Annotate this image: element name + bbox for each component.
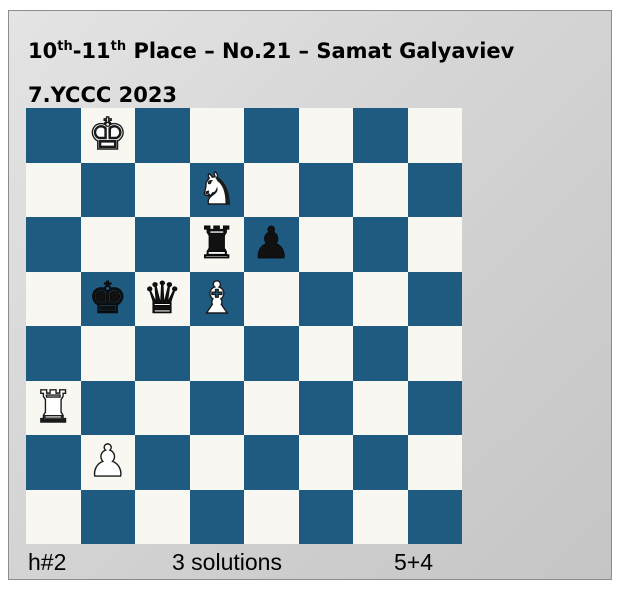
square-h5[interactable] <box>408 272 463 327</box>
square-c7[interactable] <box>135 163 190 218</box>
square-g3[interactable] <box>353 381 408 436</box>
square-d8[interactable] <box>190 108 245 163</box>
title-rank-start: 10 <box>28 39 58 63</box>
square-g4[interactable] <box>353 326 408 381</box>
square-b4[interactable] <box>81 326 136 381</box>
white-pawn-icon[interactable]: ♟ <box>88 436 128 488</box>
square-b6[interactable] <box>81 217 136 272</box>
square-d3[interactable] <box>190 381 245 436</box>
title-ordinal-suffix-1: th <box>57 39 73 54</box>
square-c8[interactable] <box>135 108 190 163</box>
problem-card <box>8 10 612 580</box>
square-b5[interactable] <box>81 272 136 327</box>
square-a4[interactable] <box>26 326 81 381</box>
stipulation-label: h#2 <box>28 549 67 575</box>
square-h8[interactable] <box>408 108 463 163</box>
white-rook-icon[interactable]: ♜ <box>33 381 73 433</box>
piece-count-label: 5+4 <box>394 549 434 575</box>
square-e3[interactable] <box>244 381 299 436</box>
square-d4[interactable] <box>190 326 245 381</box>
square-g8[interactable] <box>353 108 408 163</box>
square-f8[interactable] <box>299 108 354 163</box>
square-e6[interactable] <box>244 217 299 272</box>
square-a5[interactable] <box>26 272 81 327</box>
square-g1[interactable] <box>353 490 408 545</box>
square-b8[interactable] <box>81 108 136 163</box>
square-c6[interactable] <box>135 217 190 272</box>
square-b1[interactable] <box>81 490 136 545</box>
square-d2[interactable] <box>190 435 245 490</box>
square-d6[interactable] <box>190 217 245 272</box>
square-f2[interactable] <box>299 435 354 490</box>
square-a2[interactable] <box>26 435 81 490</box>
square-d7[interactable] <box>190 163 245 218</box>
square-e4[interactable] <box>244 326 299 381</box>
square-h2[interactable] <box>408 435 463 490</box>
white-knight-icon[interactable]: ♞ <box>197 163 237 215</box>
square-h7[interactable] <box>408 163 463 218</box>
square-b2[interactable] <box>81 435 136 490</box>
square-b3[interactable] <box>81 381 136 436</box>
white-bishop-icon[interactable]: ♝ <box>197 272 237 324</box>
square-f6[interactable] <box>299 217 354 272</box>
black-king-icon[interactable]: ♚ <box>88 272 128 324</box>
black-pawn-icon[interactable]: ♟ <box>251 218 291 270</box>
square-e8[interactable] <box>244 108 299 163</box>
solutions-label: 3 solutions <box>172 549 282 575</box>
white-king-icon[interactable]: ♚ <box>88 109 128 161</box>
black-queen-icon[interactable]: ♛ <box>142 272 182 324</box>
black-rook-icon[interactable]: ♜ <box>197 218 237 270</box>
square-c1[interactable] <box>135 490 190 545</box>
title-ordinal-suffix-2: th <box>110 39 127 54</box>
square-f1[interactable] <box>299 490 354 545</box>
square-f7[interactable] <box>299 163 354 218</box>
square-h3[interactable] <box>408 381 463 436</box>
square-e2[interactable] <box>244 435 299 490</box>
square-e1[interactable] <box>244 490 299 545</box>
square-a8[interactable] <box>26 108 81 163</box>
square-g2[interactable] <box>353 435 408 490</box>
square-f5[interactable] <box>299 272 354 327</box>
square-g5[interactable] <box>353 272 408 327</box>
square-e5[interactable] <box>244 272 299 327</box>
title-award-author: Place – No.21 – Samat Galyaviev <box>126 39 515 63</box>
square-h6[interactable] <box>408 217 463 272</box>
problem-source: 7.YCCC 2023 <box>28 83 178 107</box>
square-g7[interactable] <box>353 163 408 218</box>
square-h4[interactable] <box>408 326 463 381</box>
square-c2[interactable] <box>135 435 190 490</box>
square-a6[interactable] <box>26 217 81 272</box>
square-g6[interactable] <box>353 217 408 272</box>
square-a3[interactable] <box>26 381 81 436</box>
square-a7[interactable] <box>26 163 81 218</box>
square-a1[interactable] <box>26 490 81 545</box>
square-f3[interactable] <box>299 381 354 436</box>
square-c5[interactable] <box>135 272 190 327</box>
square-b7[interactable] <box>81 163 136 218</box>
square-d1[interactable] <box>190 490 245 545</box>
square-c3[interactable] <box>135 381 190 436</box>
square-h1[interactable] <box>408 490 463 545</box>
chess-board <box>26 108 462 544</box>
problem-title <box>28 41 514 62</box>
square-e7[interactable] <box>244 163 299 218</box>
square-c4[interactable] <box>135 326 190 381</box>
title-rank-end: -11 <box>72 39 111 63</box>
square-f4[interactable] <box>299 326 354 381</box>
square-d5[interactable] <box>190 272 245 327</box>
